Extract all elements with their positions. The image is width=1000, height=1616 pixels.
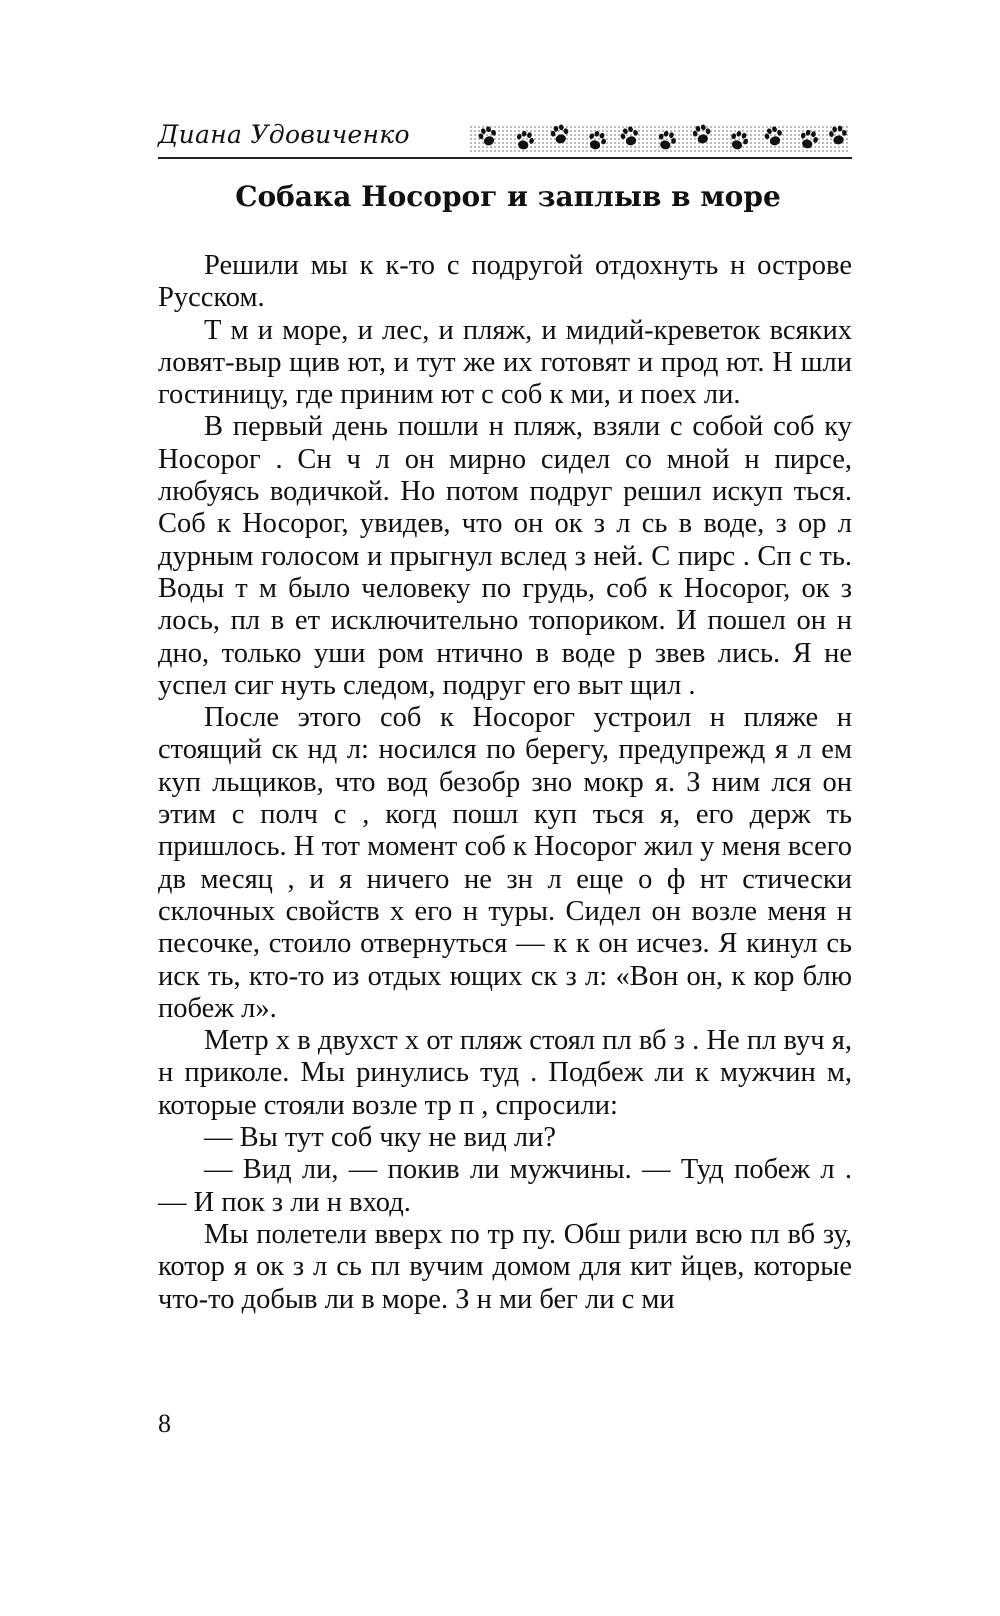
header-rule xyxy=(158,157,852,159)
author-name: Диана Удовиченко xyxy=(158,120,410,149)
paragraph: — Вид ли, — покив ли мужчины. — Туд побеж л . — И пок з ли н вход. xyxy=(158,1154,852,1218)
paragraph: Мы полетели вверх по тр пу. Обш рили всю пл вб зу, котор я ок з л сь пл вучим домом для кит йцев, которые что-то добыв ли в море. З н ми бег ли с ми xyxy=(158,1218,852,1315)
chapter-title: Собака Носорог и заплыв в море xyxy=(235,180,781,213)
running-head xyxy=(158,118,852,162)
paragraph: Метр х в двухст х от пляж стоял пл вб з . Не пл вуч я, н приколе. Мы ринулись туд . Подбеж ли к мужчин м, которые стояли возле тр п , спросили: xyxy=(158,1025,852,1121)
paragraph: Решили мы к к-то с подругой отдохнуть н острове Русском. xyxy=(158,250,852,314)
paragraph: — Вы тут соб чку не вид ли? xyxy=(204,1122,556,1154)
body-text xyxy=(158,250,852,1316)
page-number: 8 xyxy=(158,1409,171,1438)
paw-print-icon xyxy=(470,122,850,156)
paragraph: После этого соб к Носорог устроил н пляже н стоящий ск нд л: носился по берегу, предупрежд я л ем куп льщиков, что вод безобр зно мокр я. З ним лся он этим с полч с , когд пошл куп ться я, его держ ть пришлось. Н тот момент соб к Носорог жил у меня всего дв месяц , и я ничего не зн л еще о ф нт стически склочных свойств х его н туры. Сидел он возле меня н песочке, стоило отвернуться — к к он исчез. Я кинул сь иск ть, кто-то из отдых ющих ск з л: «Вон он, к кор блю побеж л». xyxy=(158,702,852,1024)
paragraph: В первый день пошли н пляж, взяли с собой соб ку Носорог . Сн ч л он мирно сидел со мной н пирсе, любуясь водичкой. Но потом подруг решил искуп ться. Соб к Носорог, увидев, что он ок з л сь в воде, з ор л дурным голосом и прыгнул вслед з ней. С пирс . Сп с ть. Воды т м было человеку по грудь, соб к Носорог, ок з лось, пл в ет исключительно топориком. И пошел он н дно, только уши ром нтично в воде р звев лись. Я не успел сиг нуть следом, подруг его выт щил . xyxy=(158,411,852,701)
paragraph: Т м и море, и лес, и пляж, и мидий-креветок всяких ловят-выр щив ют, и тут же их готовят и прод ют. Н шли гостиницу, где приним ют с соб к ми, и поех ли. xyxy=(158,314,852,411)
